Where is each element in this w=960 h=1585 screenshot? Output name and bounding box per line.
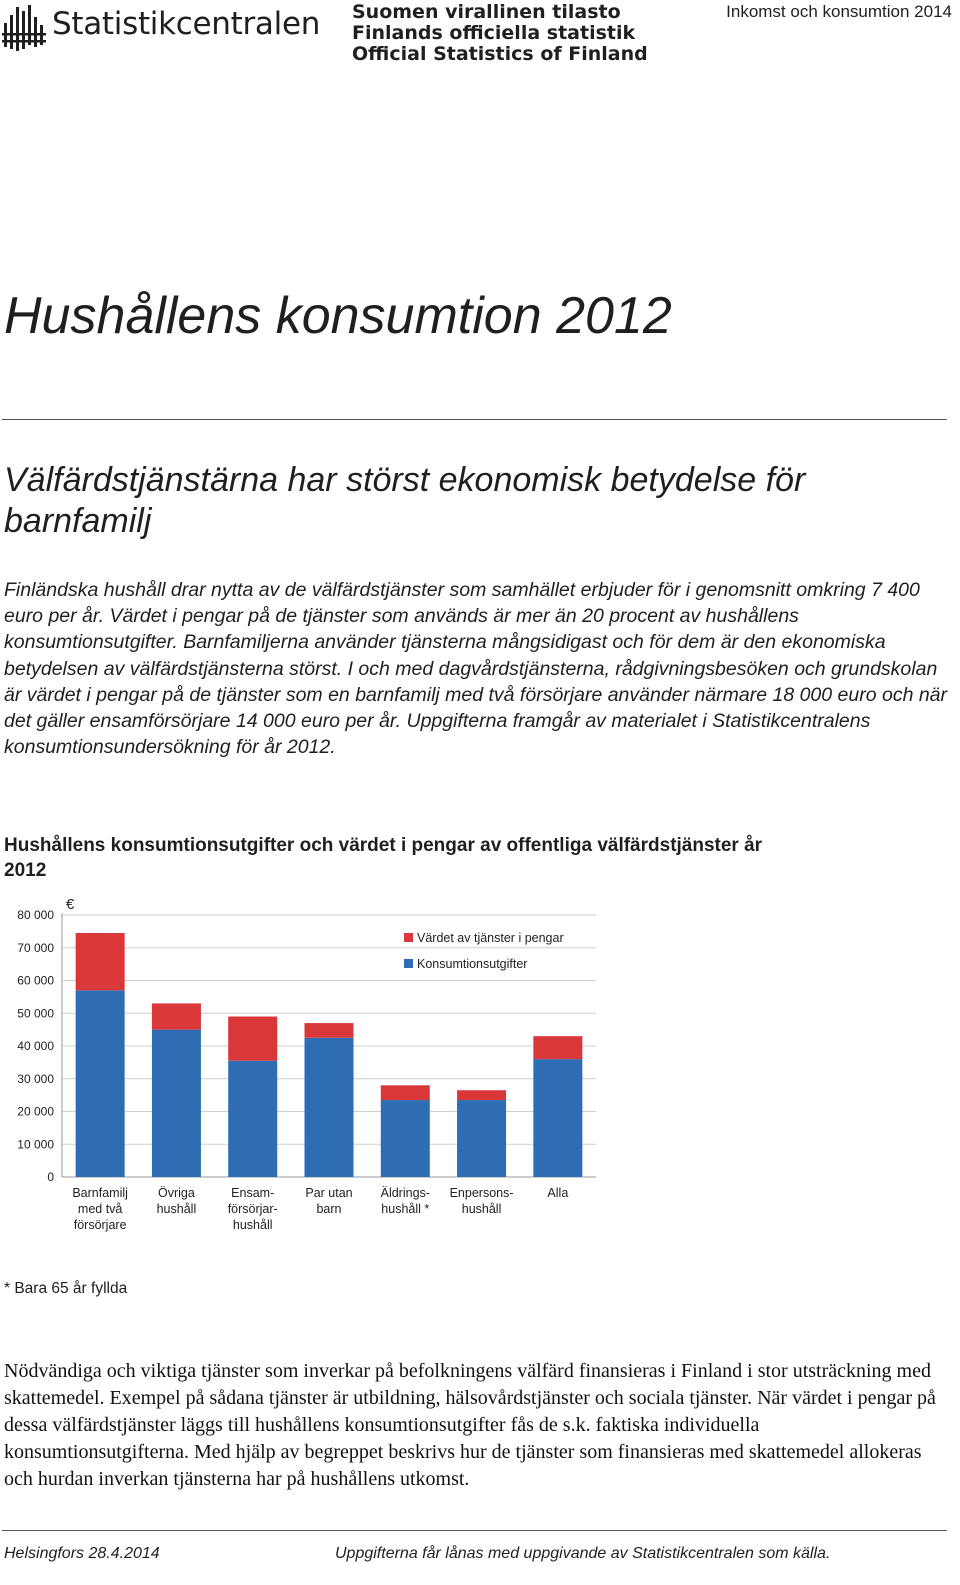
x-category-label: hushåll xyxy=(232,1218,273,1232)
article-headline: Välfärdstjänstärna har störst ekonomisk betydelse för barnfamilj xyxy=(4,461,806,540)
bar-consumption xyxy=(305,1038,354,1177)
legend-label: Värdet av tjänster i pengar xyxy=(417,931,564,945)
body-paragraph: Nödvändiga och viktiga tjänster som inverkar på befolkningens välfärd finansieras i Finland i stor utsträckning med skattemedel. Exempel på sådana tjänster är utbildning, hälsovårdstjänster och sociala tjänster. När värdet i pengar på dessa välfärdstjänster läggs till hushållens konsumtionsutgifter fås de s.k. faktiska individuella konsumtionsutgifterna. Med hjälp av begreppet beskrivs hur de tjänster som finansieras med skattemedel allokeras och hurdan inverkan tjänsterna har på hushållens utkomst. xyxy=(4,1360,936,1490)
bar-service-value xyxy=(533,1036,582,1059)
legend-swatch xyxy=(404,959,413,968)
document-series: Inkomst och konsumtion 2014 xyxy=(726,2,952,21)
bar-service-value xyxy=(152,1003,201,1029)
bar-service-value xyxy=(305,1023,354,1038)
footer-date: Helsingfors 28.4.2014 xyxy=(4,1545,160,1562)
lead-paragraph: Finländska hushåll drar nytta av de välfärdstjänster som samhället erbjuder för i genomsnitt omkring 7 400 euro per år. Värdet i pengar på de tjänster som används är mer än 20 procent av hushållens konsumtionsutgifter. Barnfamiljerna använder tjänsterna mångsidigast och för dem är den ekonomiska betydelsen av välfärdstjänsterna störst. I och med dagvårdstjänsterna, rådgivningsbesöken och grundskolan är värdet i pengar på de tjänster som en barnfamilj med två försörjare använder närmare 18 000 euro och när det gäller ensamförsörjare 14 000 euro per år. Uppgifterna framgår av materialet i Statistikcentralens konsumtionsundersökning för år 2012. xyxy=(4,579,948,759)
x-category-label: försörjar- xyxy=(227,1202,278,1216)
title-divider xyxy=(2,419,947,420)
official-line-sv: Finlands officiella statistik xyxy=(352,22,636,44)
footer-divider xyxy=(2,1530,947,1531)
bar-service-value xyxy=(381,1085,430,1100)
bar-consumption xyxy=(457,1100,506,1177)
legend-swatch xyxy=(404,933,413,942)
figure-title: Hushållens konsumtionsutgifter och värdet i pengar av offentliga välfärdstjänster år 2012 xyxy=(4,835,763,881)
y-unit-label: € xyxy=(66,896,75,913)
y-tick-label: 30 000 xyxy=(17,1071,54,1086)
y-tick-label: 20 000 xyxy=(17,1104,54,1119)
bar-consumption xyxy=(533,1059,582,1177)
x-category-label: med två xyxy=(77,1202,123,1216)
x-category-label: Ensam- xyxy=(231,1186,275,1200)
y-tick-label: 70 000 xyxy=(17,940,54,955)
bar-consumption xyxy=(381,1100,430,1177)
x-category-label: hushåll xyxy=(461,1202,502,1216)
y-tick-label: 60 000 xyxy=(17,973,54,988)
bar-consumption xyxy=(76,990,125,1177)
x-category-label: Par utan xyxy=(305,1186,353,1200)
x-category-label: hushåll xyxy=(156,1202,197,1216)
official-line-fi: Suomen virallinen tilasto xyxy=(352,1,621,23)
legend-label: Konsumtionsutgifter xyxy=(417,957,528,971)
chart-footnote: * Bara 65 år fyllda xyxy=(4,1280,128,1297)
y-tick-label: 10 000 xyxy=(17,1137,54,1152)
y-tick-label: 40 000 xyxy=(17,1039,54,1053)
stacked-bar-chart xyxy=(0,895,620,1240)
x-category-label: Enpersons- xyxy=(449,1186,514,1200)
logo-text: Statistikcentralen xyxy=(52,6,321,42)
statistics-finland-logo-icon xyxy=(2,3,46,55)
bar-consumption xyxy=(152,1030,201,1177)
x-category-label: Övriga xyxy=(158,1186,195,1200)
x-category-label: hushåll * xyxy=(381,1202,430,1216)
bar-consumption xyxy=(228,1061,277,1177)
x-category-label: barn xyxy=(316,1202,342,1216)
bar-service-value xyxy=(76,933,125,990)
x-category-label: Alla xyxy=(547,1186,569,1200)
official-statistics-label xyxy=(352,2,648,65)
footer-credit: Uppgifterna får lånas med uppgivande av Statistikcentralen som källa. xyxy=(335,1545,831,1562)
x-category-label: Barnfamilj xyxy=(72,1186,128,1200)
page-title: Hushållens konsumtion 2012 xyxy=(4,287,672,345)
bar-service-value xyxy=(228,1017,277,1061)
bar-service-value xyxy=(457,1090,506,1100)
y-tick-label: 50 000 xyxy=(17,1006,54,1021)
x-category-label: försörjare xyxy=(73,1218,127,1232)
official-line-en: Official Statistics of Finland xyxy=(352,43,648,65)
y-tick-label: 0 xyxy=(47,1170,54,1184)
x-category-label: Äldrings- xyxy=(380,1186,430,1200)
y-tick-label: 80 000 xyxy=(17,908,54,922)
